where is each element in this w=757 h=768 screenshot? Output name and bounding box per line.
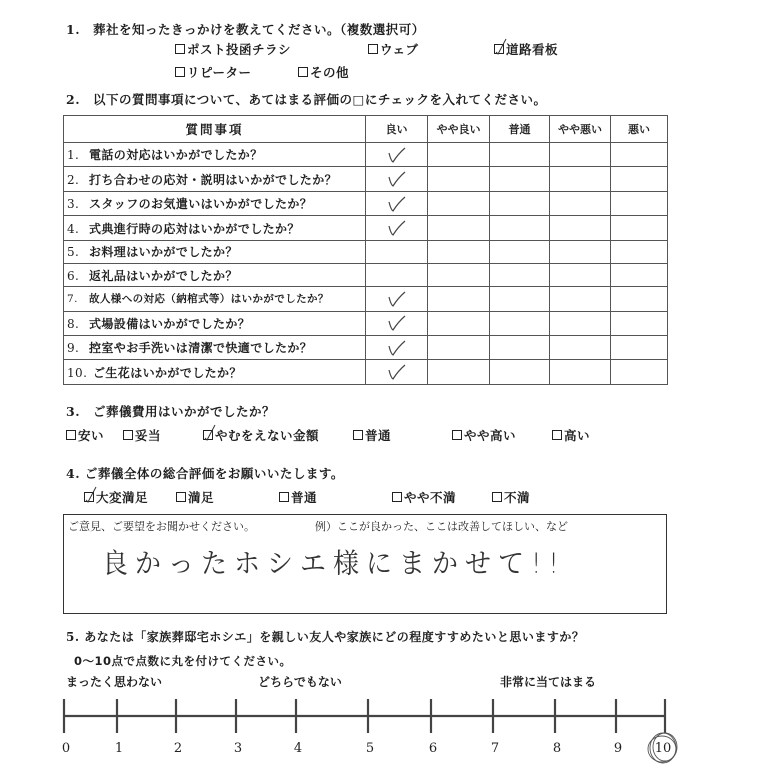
rating-cell[interactable] bbox=[490, 336, 550, 360]
question-label: 電話の対応はいかがでしたか？ bbox=[89, 148, 263, 163]
question-label: 式場設備はいかがでしたか？ bbox=[89, 316, 251, 331]
question-label: スタッフのお気遣いはいかがでしたか？ bbox=[89, 197, 313, 212]
rating-cell[interactable] bbox=[366, 287, 428, 311]
q4-option-satisfied[interactable] bbox=[176, 488, 214, 506]
table-row bbox=[64, 216, 668, 240]
header-rating-good: 良い bbox=[366, 116, 428, 143]
question-label: 打ち合わせの応対・説明はいかがでしたか？ bbox=[89, 172, 338, 187]
checkmark-icon bbox=[386, 290, 408, 308]
checkmark-icon bbox=[386, 339, 408, 357]
option-label: 満足 bbox=[188, 490, 215, 505]
rating-cell[interactable] bbox=[366, 191, 428, 215]
question-number: 1. bbox=[67, 148, 80, 163]
q1-title: 1. 葬社を知ったきっかけを教えてください。（複数選択可） bbox=[66, 22, 425, 37]
q3-option-cheap[interactable] bbox=[66, 426, 104, 444]
rating-cell[interactable] bbox=[550, 191, 611, 215]
rating-cell[interactable] bbox=[611, 167, 668, 191]
question-number: 8. bbox=[67, 316, 80, 331]
question-number: 3. bbox=[67, 197, 80, 212]
rating-cell[interactable] bbox=[550, 263, 611, 286]
checkbox[interactable] bbox=[175, 44, 185, 54]
checkbox[interactable] bbox=[368, 44, 378, 54]
rating-cell[interactable] bbox=[550, 360, 611, 385]
rating-cell[interactable] bbox=[366, 336, 428, 360]
option-label: やや不満 bbox=[404, 490, 457, 505]
option-label: ポスト投函チラシ bbox=[187, 42, 292, 57]
option-label: ウェブ bbox=[380, 42, 419, 57]
rating-cell[interactable] bbox=[550, 336, 611, 360]
checkmark-icon bbox=[84, 484, 98, 504]
option-label: 大変満足 bbox=[96, 490, 149, 505]
question-label: 返礼品はいかがでしたか？ bbox=[89, 268, 238, 283]
table-row bbox=[64, 240, 668, 263]
q3-option-expensive[interactable] bbox=[552, 426, 590, 444]
table-row bbox=[64, 143, 668, 167]
rating-cell[interactable] bbox=[611, 311, 668, 335]
q3-option-unavoidable[interactable] bbox=[203, 426, 319, 444]
question-number: 10. bbox=[67, 365, 88, 380]
q1-option-repeater[interactable] bbox=[175, 63, 252, 81]
q5-instruction: 0〜10点で点数に丸を付けてください。 bbox=[74, 654, 292, 668]
checkbox[interactable] bbox=[175, 67, 185, 77]
q3-option-slightly-expensive[interactable] bbox=[452, 426, 516, 444]
scale-tick-label: 10 bbox=[654, 741, 672, 756]
question-text bbox=[64, 336, 366, 360]
rating-cell[interactable] bbox=[611, 191, 668, 215]
rating-cell[interactable] bbox=[550, 240, 611, 263]
question-number: 7. bbox=[67, 293, 78, 306]
q4-option-very-satisfied[interactable] bbox=[84, 488, 148, 506]
question-label: 式典進行時の応対はいかがでしたか？ bbox=[89, 221, 300, 236]
rating-cell[interactable] bbox=[428, 167, 490, 191]
rating-cell[interactable] bbox=[490, 240, 550, 263]
rating-cell[interactable] bbox=[428, 336, 490, 360]
rating-cell[interactable] bbox=[366, 167, 428, 191]
option-label: やむをえない金額 bbox=[215, 428, 320, 443]
checkbox-checked[interactable] bbox=[494, 44, 504, 54]
rating-cell[interactable] bbox=[611, 336, 668, 360]
q4-option-normal[interactable] bbox=[279, 488, 317, 506]
option-label: 不満 bbox=[504, 490, 531, 505]
checkmark-icon bbox=[494, 36, 508, 56]
rating-cell[interactable] bbox=[366, 143, 428, 167]
q4-option-slightly-dissatisfied[interactable] bbox=[392, 488, 456, 506]
question-text bbox=[64, 263, 366, 286]
question-text bbox=[64, 191, 366, 215]
checkbox[interactable] bbox=[279, 492, 289, 502]
checkbox[interactable] bbox=[552, 430, 562, 440]
rating-cell[interactable] bbox=[366, 311, 428, 335]
scale-tick-label: 8 bbox=[552, 741, 562, 756]
q5-title: 5. あなたは「家族葬邸宅ホシエ」を親しい友人や家族にどの程度すすめたいと思いますか？ bbox=[66, 630, 585, 644]
rating-cell[interactable] bbox=[428, 191, 490, 215]
rating-cell[interactable] bbox=[550, 143, 611, 167]
scale-tick-label: 4 bbox=[293, 741, 303, 756]
q3-title: 3. ご葬儀費用はいかがでしたか？ bbox=[66, 404, 276, 419]
scale-tick-label: 5 bbox=[365, 741, 375, 756]
rating-cell[interactable] bbox=[490, 191, 550, 215]
checkbox[interactable] bbox=[123, 430, 133, 440]
q2-title: 2. 以下の質問事項について、あてはまる評価の□にチェックを入れてください。 bbox=[66, 92, 547, 107]
rating-cell[interactable] bbox=[490, 287, 550, 311]
scale-tick-label: 3 bbox=[233, 741, 243, 756]
checkbox[interactable] bbox=[66, 430, 76, 440]
question-text bbox=[64, 287, 366, 311]
rating-cell[interactable] bbox=[366, 360, 428, 385]
rating-cell[interactable] bbox=[550, 287, 611, 311]
rating-cell[interactable] bbox=[490, 143, 550, 167]
scale-label-mid: どちらでもない bbox=[258, 675, 342, 689]
option-label: 高い bbox=[564, 428, 591, 443]
rating-cell[interactable] bbox=[366, 216, 428, 240]
table-row bbox=[64, 360, 668, 385]
scale-tick-label: 9 bbox=[613, 741, 623, 756]
scale-label-high: 非常に当てはまる bbox=[500, 675, 597, 689]
q4-option-dissatisfied[interactable] bbox=[492, 488, 530, 506]
handwritten-comment: 良かったホシエ様にまかせて!! bbox=[102, 548, 566, 580]
header-rating-fairly-good: やや良い bbox=[428, 116, 490, 143]
question-text bbox=[64, 360, 366, 385]
scale-tick-label: 1 bbox=[114, 741, 124, 756]
option-label: 普通 bbox=[365, 428, 392, 443]
checkmark-icon bbox=[386, 195, 408, 213]
rating-cell[interactable] bbox=[428, 360, 490, 385]
rating-cell[interactable] bbox=[428, 216, 490, 240]
q1-option-other[interactable] bbox=[298, 63, 349, 81]
header-rating-bad: 悪い bbox=[611, 116, 668, 143]
question-text bbox=[64, 167, 366, 191]
rating-cell[interactable] bbox=[428, 311, 490, 335]
checkbox[interactable] bbox=[452, 430, 462, 440]
rating-cell[interactable] bbox=[550, 167, 611, 191]
question-text bbox=[64, 311, 366, 335]
rating-cell[interactable] bbox=[366, 240, 428, 263]
scale-tick-label: 7 bbox=[490, 741, 500, 756]
table-header-row bbox=[64, 116, 668, 143]
checkbox[interactable] bbox=[176, 492, 186, 502]
rating-cell[interactable] bbox=[550, 216, 611, 240]
rating-cell[interactable] bbox=[490, 360, 550, 385]
checkmark-icon bbox=[386, 170, 408, 188]
option-label: 安い bbox=[78, 428, 105, 443]
scale-tick-label: 6 bbox=[428, 741, 438, 756]
option-label: やや高い bbox=[464, 428, 517, 443]
recommend-scale bbox=[0, 690, 757, 768]
q1-option-road-sign[interactable] bbox=[494, 40, 558, 58]
checkbox[interactable] bbox=[298, 67, 308, 77]
header-rating-fairly-bad: やや悪い bbox=[550, 116, 611, 143]
checkbox[interactable] bbox=[353, 430, 363, 440]
checkbox-checked[interactable] bbox=[84, 492, 94, 502]
scale-tick-label: 0 bbox=[61, 741, 71, 756]
checkmark-icon bbox=[386, 219, 408, 237]
comment-label: ご意見、ご要望をお聞かせください。 bbox=[68, 520, 255, 533]
rating-cell[interactable] bbox=[366, 263, 428, 286]
table-row bbox=[64, 311, 668, 335]
q3-option-reasonable[interactable] bbox=[123, 426, 161, 444]
question-label: ご生花はいかがでしたか？ bbox=[93, 365, 242, 380]
rating-cell[interactable] bbox=[490, 311, 550, 335]
comment-example: 例）ここが良かった、ここは改善してほしい、など bbox=[315, 520, 568, 533]
option-label: リピーター bbox=[187, 65, 252, 80]
rating-cell[interactable] bbox=[611, 240, 668, 263]
question-number: 5. bbox=[67, 245, 80, 260]
rating-table bbox=[63, 115, 668, 385]
q1-option-web[interactable] bbox=[368, 40, 419, 58]
q1-option-flyer[interactable] bbox=[175, 40, 291, 58]
checkmark-icon bbox=[203, 422, 217, 442]
rating-cell[interactable] bbox=[611, 216, 668, 240]
checkmark-icon bbox=[386, 146, 408, 164]
table-row bbox=[64, 191, 668, 215]
question-text bbox=[64, 216, 366, 240]
header-question: 質問事項 bbox=[64, 116, 366, 143]
question-label: 故人様への対応（納棺式等）はいかがでしたか？ bbox=[89, 293, 329, 306]
rating-cell[interactable] bbox=[550, 311, 611, 335]
option-label: 妥当 bbox=[135, 428, 162, 443]
option-label: その他 bbox=[310, 65, 350, 80]
question-text bbox=[64, 143, 366, 167]
scale-tick-label: 2 bbox=[173, 741, 183, 756]
question-label: お料理はいかがでしたか？ bbox=[89, 245, 238, 260]
checkbox[interactable] bbox=[392, 492, 402, 502]
option-label: 道路看板 bbox=[506, 42, 559, 57]
rating-cell[interactable] bbox=[428, 143, 490, 167]
comment-box[interactable] bbox=[63, 514, 667, 614]
question-number: 2. bbox=[67, 172, 80, 187]
scale-label-low: まったく思わない bbox=[66, 675, 163, 689]
question-number: 9. bbox=[67, 341, 80, 356]
checkbox[interactable] bbox=[492, 492, 502, 502]
option-label: 普通 bbox=[291, 490, 318, 505]
rating-cell[interactable] bbox=[611, 360, 668, 385]
table-row bbox=[64, 263, 668, 286]
checkmark-icon bbox=[386, 314, 408, 332]
rating-cell[interactable] bbox=[611, 287, 668, 311]
table-row bbox=[64, 167, 668, 191]
rating-cell[interactable] bbox=[611, 143, 668, 167]
rating-cell[interactable] bbox=[428, 287, 490, 311]
checkmark-icon bbox=[386, 363, 408, 381]
checkbox-checked[interactable] bbox=[203, 430, 213, 440]
question-text bbox=[64, 240, 366, 263]
question-number: 4. bbox=[67, 221, 80, 236]
question-number: 6. bbox=[67, 268, 80, 283]
rating-cell[interactable] bbox=[490, 216, 550, 240]
rating-cell[interactable] bbox=[428, 240, 490, 263]
header-rating-average: 普通 bbox=[490, 116, 550, 143]
table-row bbox=[64, 336, 668, 360]
rating-cell[interactable] bbox=[490, 263, 550, 286]
q4-title: 4. ご葬儀全体の総合評価をお願いいたします。 bbox=[66, 466, 344, 481]
table-row bbox=[64, 287, 668, 311]
rating-cell[interactable] bbox=[428, 263, 490, 286]
question-label: 控室やお手洗いは清潔で快適でしたか？ bbox=[89, 341, 313, 356]
rating-cell[interactable] bbox=[611, 263, 668, 286]
q3-option-normal[interactable] bbox=[353, 426, 391, 444]
rating-cell[interactable] bbox=[490, 167, 550, 191]
